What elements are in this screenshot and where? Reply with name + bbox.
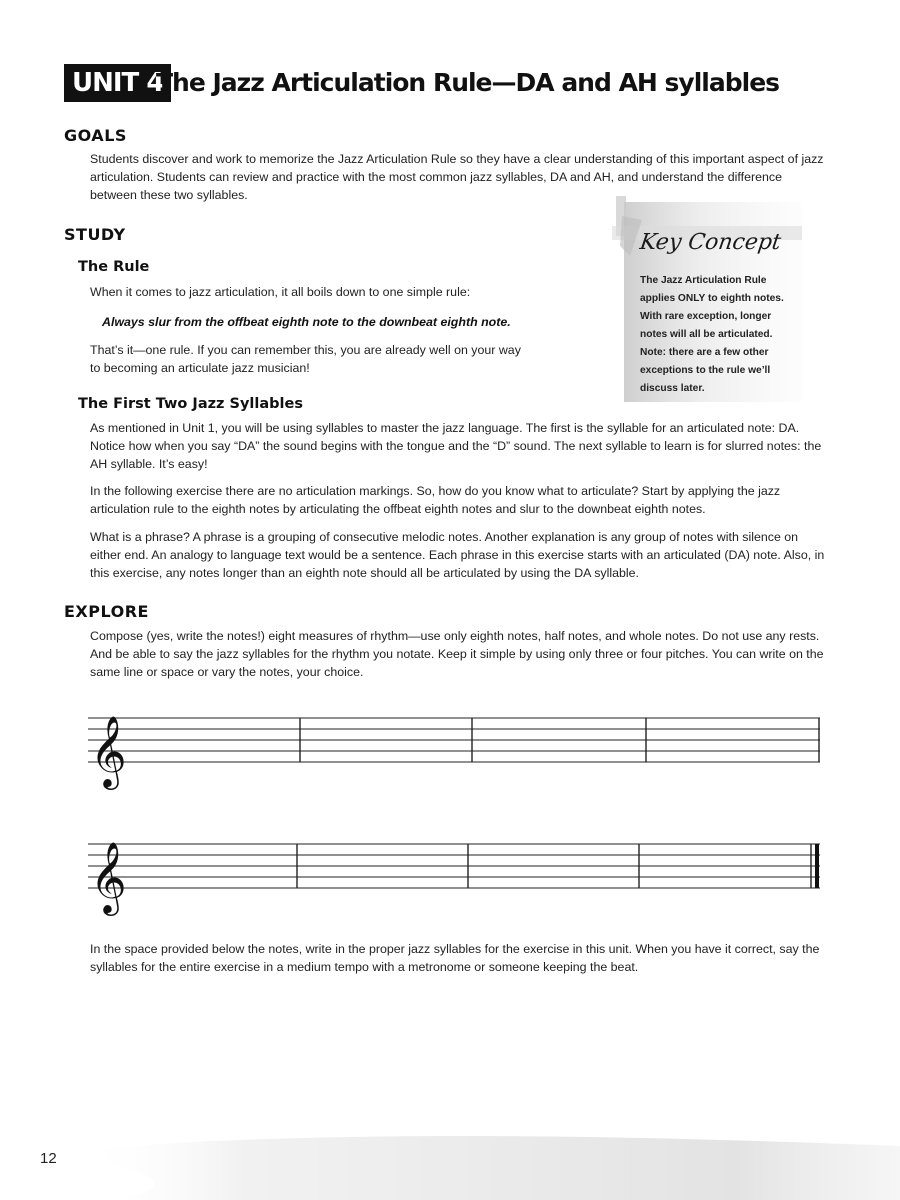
treble-clef-icon: 𝄞 <box>90 840 127 913</box>
treble-clef-icon: 𝄞 <box>90 714 127 787</box>
goals-text: Students discover and work to memorize the Jazz Articulation Rule so they have a clear understanding of this important aspect of jazz articulation. Students can review and practice with the most common jazz syllables, DA and AH, and understand the difference between these two syllables. <box>90 152 824 202</box>
rule-intro: When it comes to jazz articulation, it all boils down to one simple rule: <box>90 285 471 299</box>
syllables-paragraph-1: As mentioned in Unit 1, you will be using syllables to master the jazz language. The first is the syllable for an articulated note: DA. Notice how when you say “DA” the sound begins with the tongue and the “D” sound. The next syllable to learn is for slurred notes: the AH syllable. It’s easy! <box>90 421 822 471</box>
staff-lines <box>88 718 820 762</box>
final-barline <box>815 844 819 888</box>
explore-heading: EXPLORE <box>64 602 149 621</box>
music-staff-2[interactable] <box>80 830 830 920</box>
syllables-paragraph-2: In the following exercise there are no articulation markings. So, how do you know what to articulate? Start by applying the jazz articulation rule to the eighth notes by articulating the offbeat eighth notes and slur to the downbeat eighth notes. <box>90 484 781 516</box>
rule-followup: That’s it—one rule. If you can remember this, you are already well on your way to becoming an articulate jazz musician! <box>90 343 521 375</box>
study-heading: STUDY <box>64 225 126 244</box>
goals-heading: GOALS <box>64 126 127 145</box>
rule-statement: Always slur from the offbeat eighth note to the downbeat eighth note. <box>102 315 511 329</box>
syllables-paragraph-3: What is a phrase? A phrase is a grouping of consecutive melodic notes. Another explanation is any group of notes with silence on either end. An analogy to language text would be a sentence. Each phrase in this exercise starts with an articulated (DA) note. Also, in this exercise, any notes longer than an eighth note should all be articulated by using the DA syllable. <box>90 530 825 580</box>
key-concept-box <box>612 196 802 406</box>
key-concept-title: Key Concept <box>638 230 783 255</box>
unit-badge: UNIT 4 <box>64 64 171 102</box>
page-title: The Jazz Articulation Rule—DA and AH syllables <box>156 68 780 97</box>
footer-brush-decoration <box>0 1120 900 1200</box>
rule-heading: The Rule <box>78 259 150 275</box>
explore-closing: In the space provided below the notes, write in the proper jazz syllables for the exercise in this unit. When you have it correct, say the syllables for the entire exercise in a medium tempo with a metronome or someone keeping the beat. <box>90 942 820 974</box>
explore-instructions: Compose (yes, write the notes!) eight measures of rhythm—use only eighth notes, half notes, and whole notes. Do not use any rests. And be able to say the jazz syllables for the rhythm you notate. Keep it simple by using only three or four pitches. You can write on the same line or space or vary the notes, your choice. <box>90 629 824 679</box>
page-number: 12 <box>40 1150 57 1167</box>
syllables-heading: The First Two Jazz Syllables <box>78 396 303 412</box>
key-concept-text: The Jazz Articulation Rule applies ONLY to eighth notes. With rare exception, longer notes will all be articulated. Note: there are a few other exceptions to the rule we’ll discuss later. <box>640 275 784 394</box>
music-staff-1[interactable] <box>80 700 830 790</box>
staff-lines <box>88 844 820 888</box>
